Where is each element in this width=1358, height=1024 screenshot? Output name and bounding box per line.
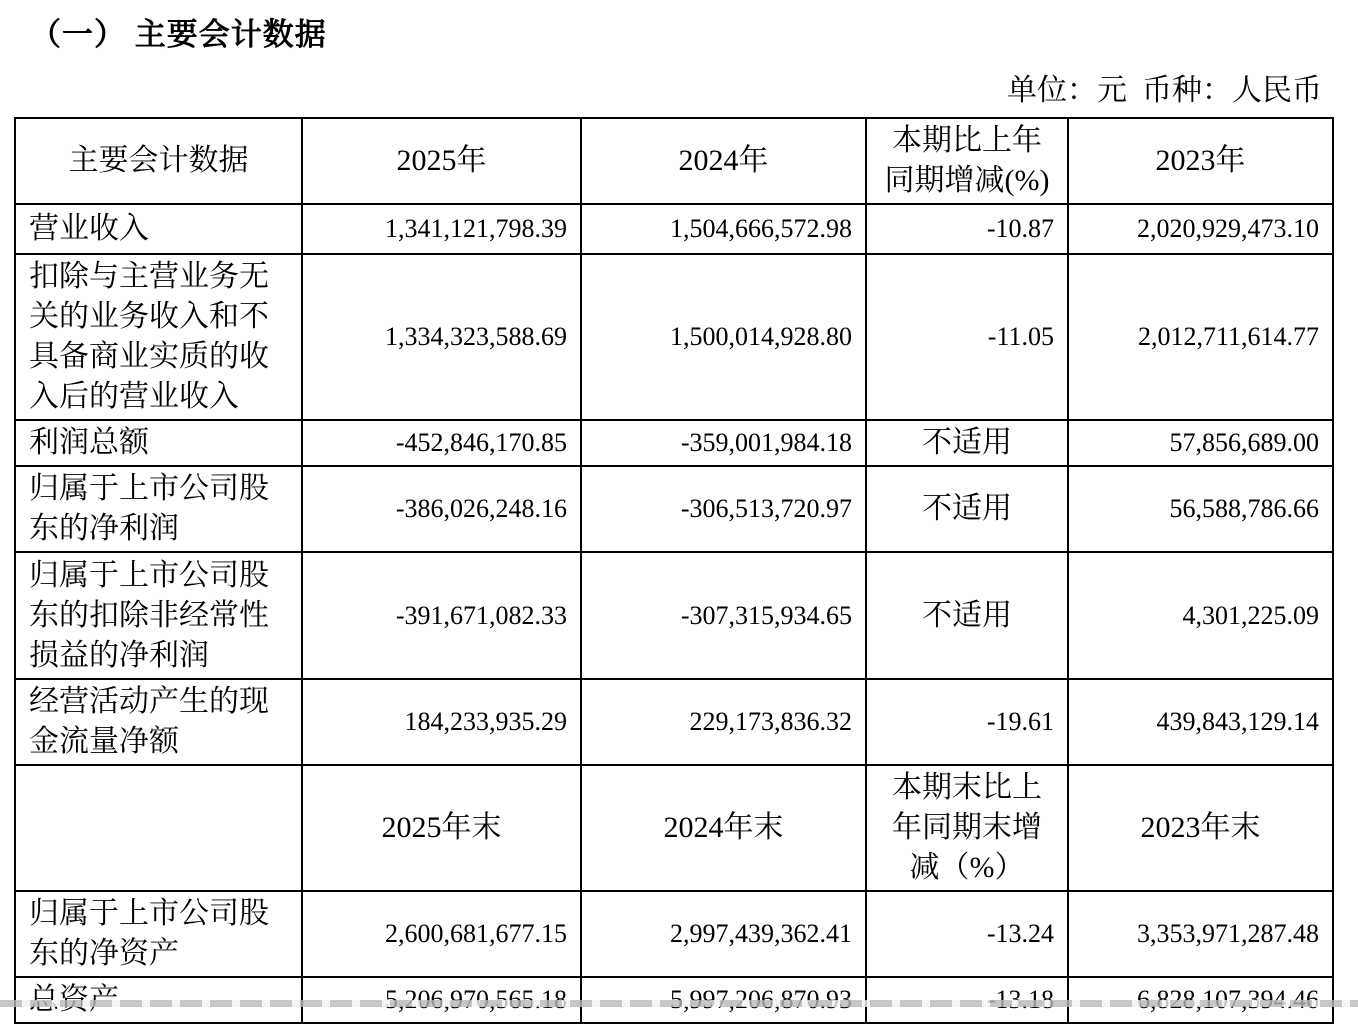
row-label: 经营活动产生的现金流量净额 bbox=[15, 679, 302, 765]
value-2024: -306,513,720.97 bbox=[581, 466, 866, 552]
end-2024-header: 2024年末 bbox=[581, 765, 866, 891]
report-page bbox=[0, 16, 1358, 1008]
value-2024: -359,001,984.18 bbox=[581, 420, 866, 466]
value-2023: 4,301,225.09 bbox=[1068, 552, 1333, 679]
yoy-change-header bbox=[866, 118, 1068, 204]
value-2023: 57,856,689.00 bbox=[1068, 420, 1333, 466]
table-row-operating-cashflow bbox=[15, 679, 1333, 765]
value-change: -10.87 bbox=[866, 204, 1068, 254]
metric-column-header: 主要会计数据 bbox=[15, 118, 302, 204]
value-change-not-applicable: 不适用 bbox=[866, 420, 1068, 466]
value-2023: 439,843,129.14 bbox=[1068, 679, 1333, 765]
key-accounting-data-table bbox=[14, 117, 1334, 1024]
value-2025: -391,671,082.33 bbox=[302, 552, 581, 679]
unit-currency-note: 单位：元 币种：人民币 bbox=[1007, 74, 1322, 107]
row-label: 归属于上市公司股东的净利润 bbox=[15, 466, 302, 552]
value-2023: 2,012,711,614.77 bbox=[1068, 254, 1333, 420]
value-2023: 3,353,971,287.48 bbox=[1068, 891, 1333, 977]
value-2025: 1,334,323,588.69 bbox=[302, 254, 581, 420]
row-label: 扣除与主营业务无关的业务收入和不具备商业实质的收入后的营业收入 bbox=[15, 254, 302, 420]
table-row-net-assets-attributable bbox=[15, 891, 1333, 977]
period-end-change-header bbox=[866, 765, 1068, 891]
period-end-header-row bbox=[15, 765, 1333, 891]
period-end-change-header-line2: 年同期末增 bbox=[892, 811, 1042, 844]
value-2025: 1,341,121,798.39 bbox=[302, 204, 581, 254]
period-end-change-header-line3: 减（%） bbox=[909, 851, 1025, 884]
row-label: 营业收入 bbox=[15, 204, 302, 254]
value-2023: 56,588,786.66 bbox=[1068, 466, 1333, 552]
value-change: -11.05 bbox=[866, 254, 1068, 420]
page-cutoff-divider bbox=[0, 1000, 1358, 1007]
value-2024: 229,173,836.32 bbox=[581, 679, 866, 765]
table-row-revenue bbox=[15, 204, 1333, 254]
table-row-total-profit bbox=[15, 420, 1333, 466]
section-title: （一） 主要会计数据 bbox=[30, 17, 327, 52]
yoy-change-header-line1: 本期比上年 bbox=[892, 124, 1042, 157]
year-2024-header: 2024年 bbox=[581, 118, 866, 204]
value-2025: 2,600,681,677.15 bbox=[302, 891, 581, 977]
value-change: -13.24 bbox=[866, 891, 1068, 977]
metric-column-header-empty bbox=[15, 765, 302, 891]
value-2023: 2,020,929,473.10 bbox=[1068, 204, 1333, 254]
end-2025-header: 2025年末 bbox=[302, 765, 581, 891]
value-change-not-applicable: 不适用 bbox=[866, 466, 1068, 552]
table-row-net-profit-attributable bbox=[15, 466, 1333, 552]
year-2023-header: 2023年 bbox=[1068, 118, 1333, 204]
value-2025: -452,846,170.85 bbox=[302, 420, 581, 466]
row-label: 归属于上市公司股东的净资产 bbox=[15, 891, 302, 977]
value-change: -19.61 bbox=[866, 679, 1068, 765]
end-2023-header: 2023年末 bbox=[1068, 765, 1333, 891]
year-2025-header: 2025年 bbox=[302, 118, 581, 204]
value-2024: 1,504,666,572.98 bbox=[581, 204, 866, 254]
period-end-change-header-line1: 本期末比上 bbox=[892, 771, 1042, 804]
value-2024: 2,997,439,362.41 bbox=[581, 891, 866, 977]
yoy-change-header-line2: 同期增减(%) bbox=[884, 164, 1050, 197]
row-label: 归属于上市公司股东的扣除非经常性损益的净利润 bbox=[15, 552, 302, 679]
value-2024: -307,315,934.65 bbox=[581, 552, 866, 679]
row-label: 利润总额 bbox=[15, 420, 302, 466]
table-row-revenue-after-deduction bbox=[15, 254, 1333, 420]
table-row-net-profit-excl-nonrecurring bbox=[15, 552, 1333, 679]
value-2025: 184,233,935.29 bbox=[302, 679, 581, 765]
value-change-not-applicable: 不适用 bbox=[866, 552, 1068, 679]
annual-header-row bbox=[15, 118, 1333, 204]
value-2025: -386,026,248.16 bbox=[302, 466, 581, 552]
value-2024: 1,500,014,928.80 bbox=[581, 254, 866, 420]
